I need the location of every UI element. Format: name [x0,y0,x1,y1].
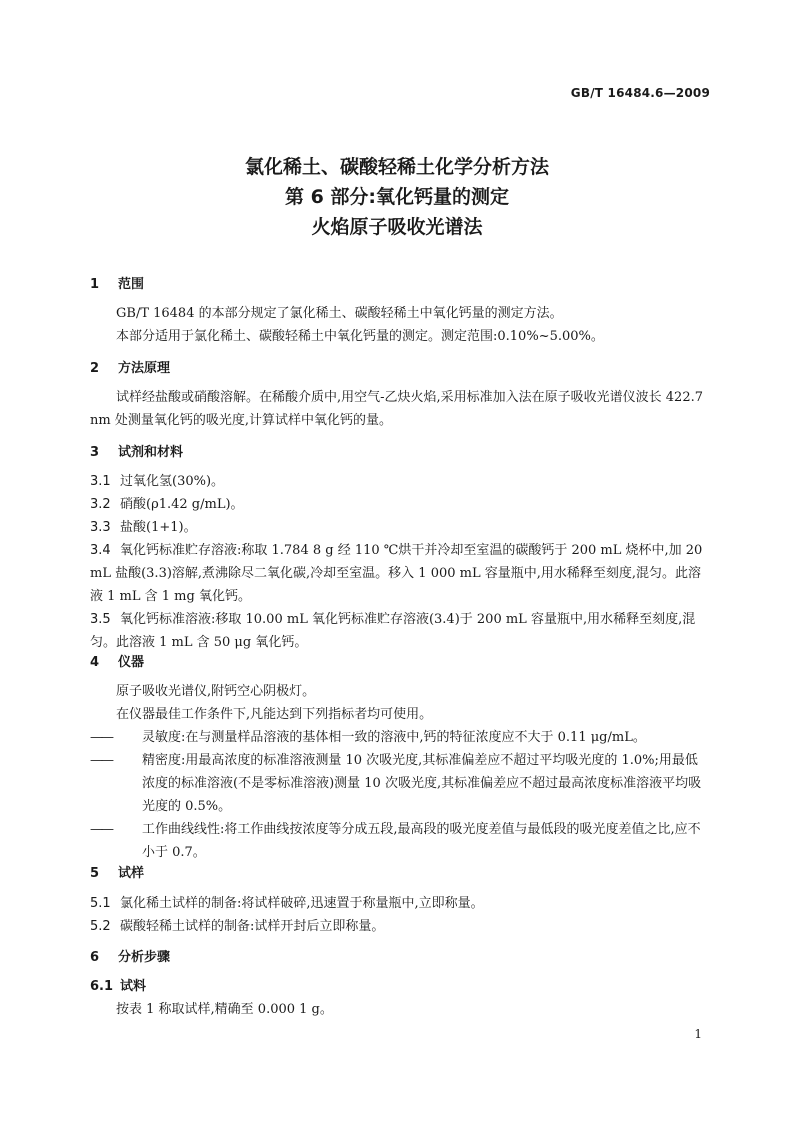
title-line-3: 火焰原子吸收光谱法 [311,216,483,238]
section-heading: 3 试剂和材料 [90,445,184,460]
standard-code: GB/T 16484.6—2009 [570,86,710,100]
list-item: 3.4 氧化钙标准贮存溶液:称取 1.784 8 g 经 110 ℃烘干并冷却至室温的碳酸钙于 200 mL 烧杯中,加 20 mL 盐酸(3.3)溶解,煮沸除尽二氧化碳,冷却至室温。移入 1 000 mL 容量瓶中,用水稀释至刻度,混匀。此溶液 1 mL 含 1 mg 氧化钙。 [90,543,703,604]
paragraph: 按表 1 称取试样,精确至 0.000 1 g。 [116,1002,333,1017]
section-2 [90,357,708,380]
section-heading: 6 分析步骤 [90,950,171,965]
list-item: 3.2 硝酸(ρ1.42 g/mL)。 [90,497,244,512]
list-item: 5.2 碳酸轻稀土试样的制备:试样开封后立即称量。 [90,919,385,934]
dash-list-item: —— 精密度:用最高浓度的标准溶液测量 10 次吸光度,其标准偏差应不超过平均吸光度的 1.0%;用最低浓度的标准溶液(不是零标准溶液)测量 10 次吸光度,其标准偏差应不超过最高浓度标准溶液平均吸光度的 0.5%。 [90,753,702,814]
list-item: 3.5 氧化钙标准溶液:移取 10.00 mL 氧化钙标准贮存溶液(3.4)于 200 mL 容量瓶中,用水稀释至刻度,混匀。此溶液 1 mL 含 50 μg 氧化钙。 [90,612,696,650]
section-5-body [90,892,708,938]
subsection-heading: 6.1 试料 [90,979,147,994]
list-item: 3.1 过氧化氢(30%)。 [90,474,225,489]
section-3-body [90,470,708,654]
paragraph: 原子吸收光谱仪,附钙空心阴极灯。 [116,684,316,699]
section-4 [90,651,708,674]
list-item: 3.3 盐酸(1+1)。 [90,520,197,535]
section-1 [90,273,708,296]
paragraph: 本部分适用于氯化稀土、碳酸轻稀土中氧化钙量的测定。测定范围:0.10%~5.00%。 [116,329,604,344]
paragraph: 在仪器最佳工作条件下,凡能达到下列指标者均可使用。 [116,707,433,722]
section-heading: 5 试样 [90,866,145,881]
section-heading: 2 方法原理 [90,361,171,376]
list-item: 5.1 氯化稀土试样的制备:将试样破碎,迅速置于称量瓶中,立即称量。 [90,896,484,911]
section-6-body [90,975,708,1021]
section-1-body [90,302,708,348]
section-2-body [90,386,708,432]
page-number: 1 [694,1027,702,1041]
title-line-1: 氯化稀土、碳酸轻稀土化学分析方法 [244,156,549,178]
title-line-2: 第 6 部分:氧化钙量的测定 [284,186,510,208]
paragraph: GB/T 16484 的本部分规定了氯化稀土、碳酸轻稀土中氧化钙量的测定方法。 [116,306,563,321]
paragraph: 试样经盐酸或硝酸溶解。在稀酸介质中,用空气-乙炔火焰,采用标准加入法在原子吸收光谱仪波长 422.7 nm 处测量氧化钙的吸光度,计算试样中氧化钙的量。 [90,390,704,428]
section-4-body [90,680,708,864]
section-5 [90,862,708,885]
section-heading: 4 仪器 [90,655,145,670]
dash-list-item: —— 灵敏度:在与测量样品溶液的基体相一致的溶液中,钙的特征浓度应不大于 0.11 μg/mL。 [90,730,646,745]
dash-list-item: —— 工作曲线线性:将工作曲线按浓度等分成五段,最高段的吸光度差值与最低段的吸光度差值之比,应不小于 0.7。 [90,822,701,860]
section-heading: 1 范围 [90,277,145,292]
section-6 [90,946,708,969]
section-3 [90,441,708,464]
